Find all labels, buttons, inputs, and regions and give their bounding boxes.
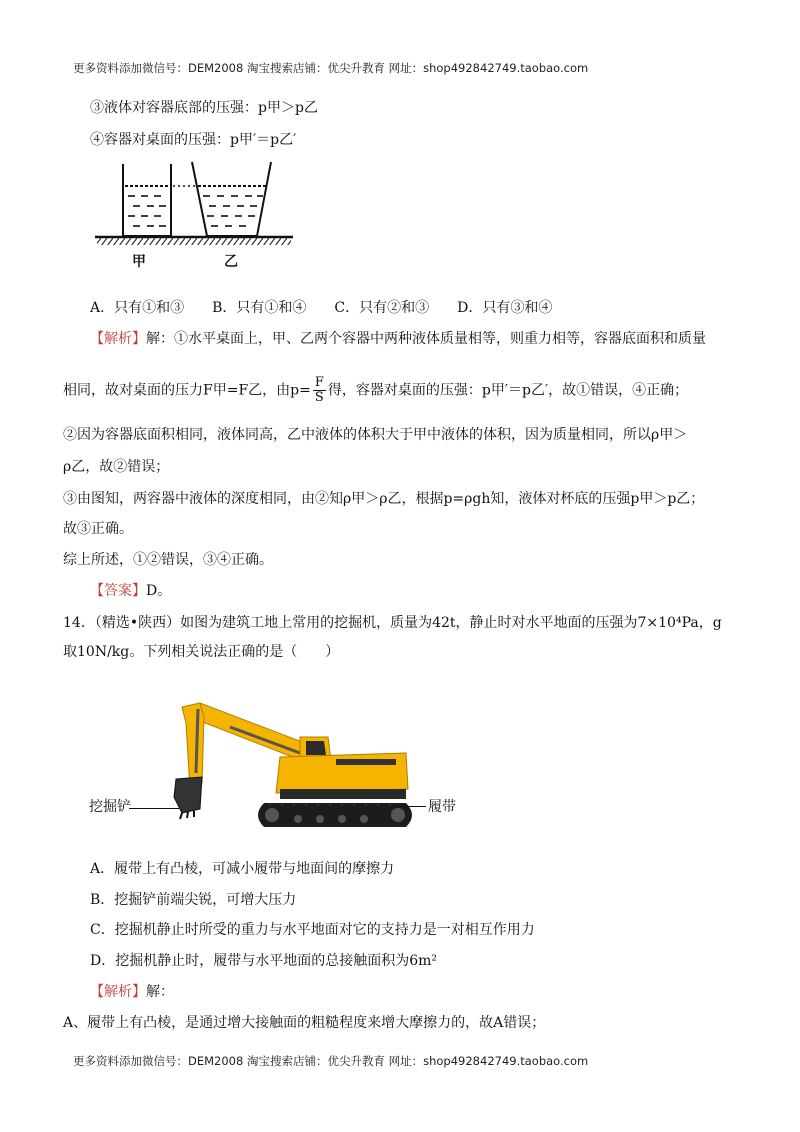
q13-analysis-line-6: 故③正确。 [63,521,133,537]
q14-option-c: C．挖掘机静止时所受的重力与水平地面对它的支持力是一对相互作用力 [90,922,535,938]
analysis-text-2b: 得，容器对桌面的压强：p甲′＝p乙′，故①错误，④正确； [327,382,689,399]
q13-answer [90,580,171,600]
fraction-numerator: F [314,375,324,390]
analysis-text-1: 解：①水平桌面上，甲、乙两个容器中两种液体质量相等，则重力相等，容器底面积和质量 [146,331,706,347]
label-track: 履带 [428,799,456,815]
page-header: 更多资料添加微信号：DEM2008 淘宝搜索店铺：优尖升教育 网址：shop492842749.taobao.com [73,61,589,75]
q14-option-a: A．履带上有凸棱，可减小履带与地面间的摩擦力 [90,861,395,877]
q13-analysis-line-2 [63,376,688,405]
q14-analysis-head [90,981,174,1001]
excavator-figure [160,693,420,838]
statement-4: ④容器对桌面的压强：p甲′＝p乙′ [90,132,297,148]
fraction-f-over-s [313,376,326,405]
q13-analysis-line-7: 综上所述，①②错误，③④正确。 [63,552,273,568]
label-bucket: 挖掘铲 [89,799,131,815]
container-jia [123,164,171,236]
statement-3: ③液体对容器底部的压强：p甲＞p乙 [90,100,318,116]
label-yi: 乙 [224,254,238,270]
track-pointer-line [396,806,426,807]
bucket-pointer-line [129,808,179,809]
q14-option-d: D．挖掘机静止时，履带与水平地面的总接触面积为6m² [90,953,438,969]
analysis-tag: 【解析】 [90,331,146,347]
q13-analysis-line-4: ρ乙，故②错误； [63,459,170,475]
page-footer: 更多资料添加微信号：DEM2008 淘宝搜索店铺：优尖升教育 网址：shop492842749.taobao.com [73,1054,589,1068]
answer-tag: 【答案】 [90,583,146,599]
q13-analysis-line-1 [90,328,706,348]
q13-analysis-line-5: ③由图知，两容器中液体的深度相同，由②知ρ甲＞ρ乙，根据p=ρgh知，液体对杯底的压强p甲＞p乙； [63,491,705,507]
q14-stem-line-1: 14．（精选•陕西）如图为建筑工地上常用的挖掘机，质量为42t，静止时对水平地面的压强为7×10⁴Pa，g [63,615,722,631]
q14-stem-line-2: 取10N/kg。下列相关说法正确的是（ ） [63,644,340,660]
q13-analysis-line-3: ②因为容器底面积相同，液体同高，乙中液体的体积大于甲中液体的体积，因为质量相同，所以ρ甲＞ [63,427,688,443]
answer-text: D。 [146,583,172,599]
ground-hatch [97,238,291,245]
container-yi [192,162,271,236]
q13-options: A．只有①和③ B．只有①和④ C．只有②和③ D．只有③和④ [90,300,553,316]
fraction-denominator: S [314,390,324,405]
containers-figure [95,158,295,273]
q14-analysis-head-text: 解： [146,984,174,1000]
q14-option-b: B．挖掘铲前端尖锐，可增大压力 [90,892,297,908]
q14-analysis-a: A、履带上有凸棱，是通过增大接触面的粗糙程度来增大摩擦力的，故A错误； [63,1015,546,1031]
label-jia: 甲 [132,254,146,270]
q14-analysis-tag: 【解析】 [90,984,146,1000]
analysis-text-2a: 相同，故对桌面的压力F甲=F乙，由p= [63,382,311,399]
